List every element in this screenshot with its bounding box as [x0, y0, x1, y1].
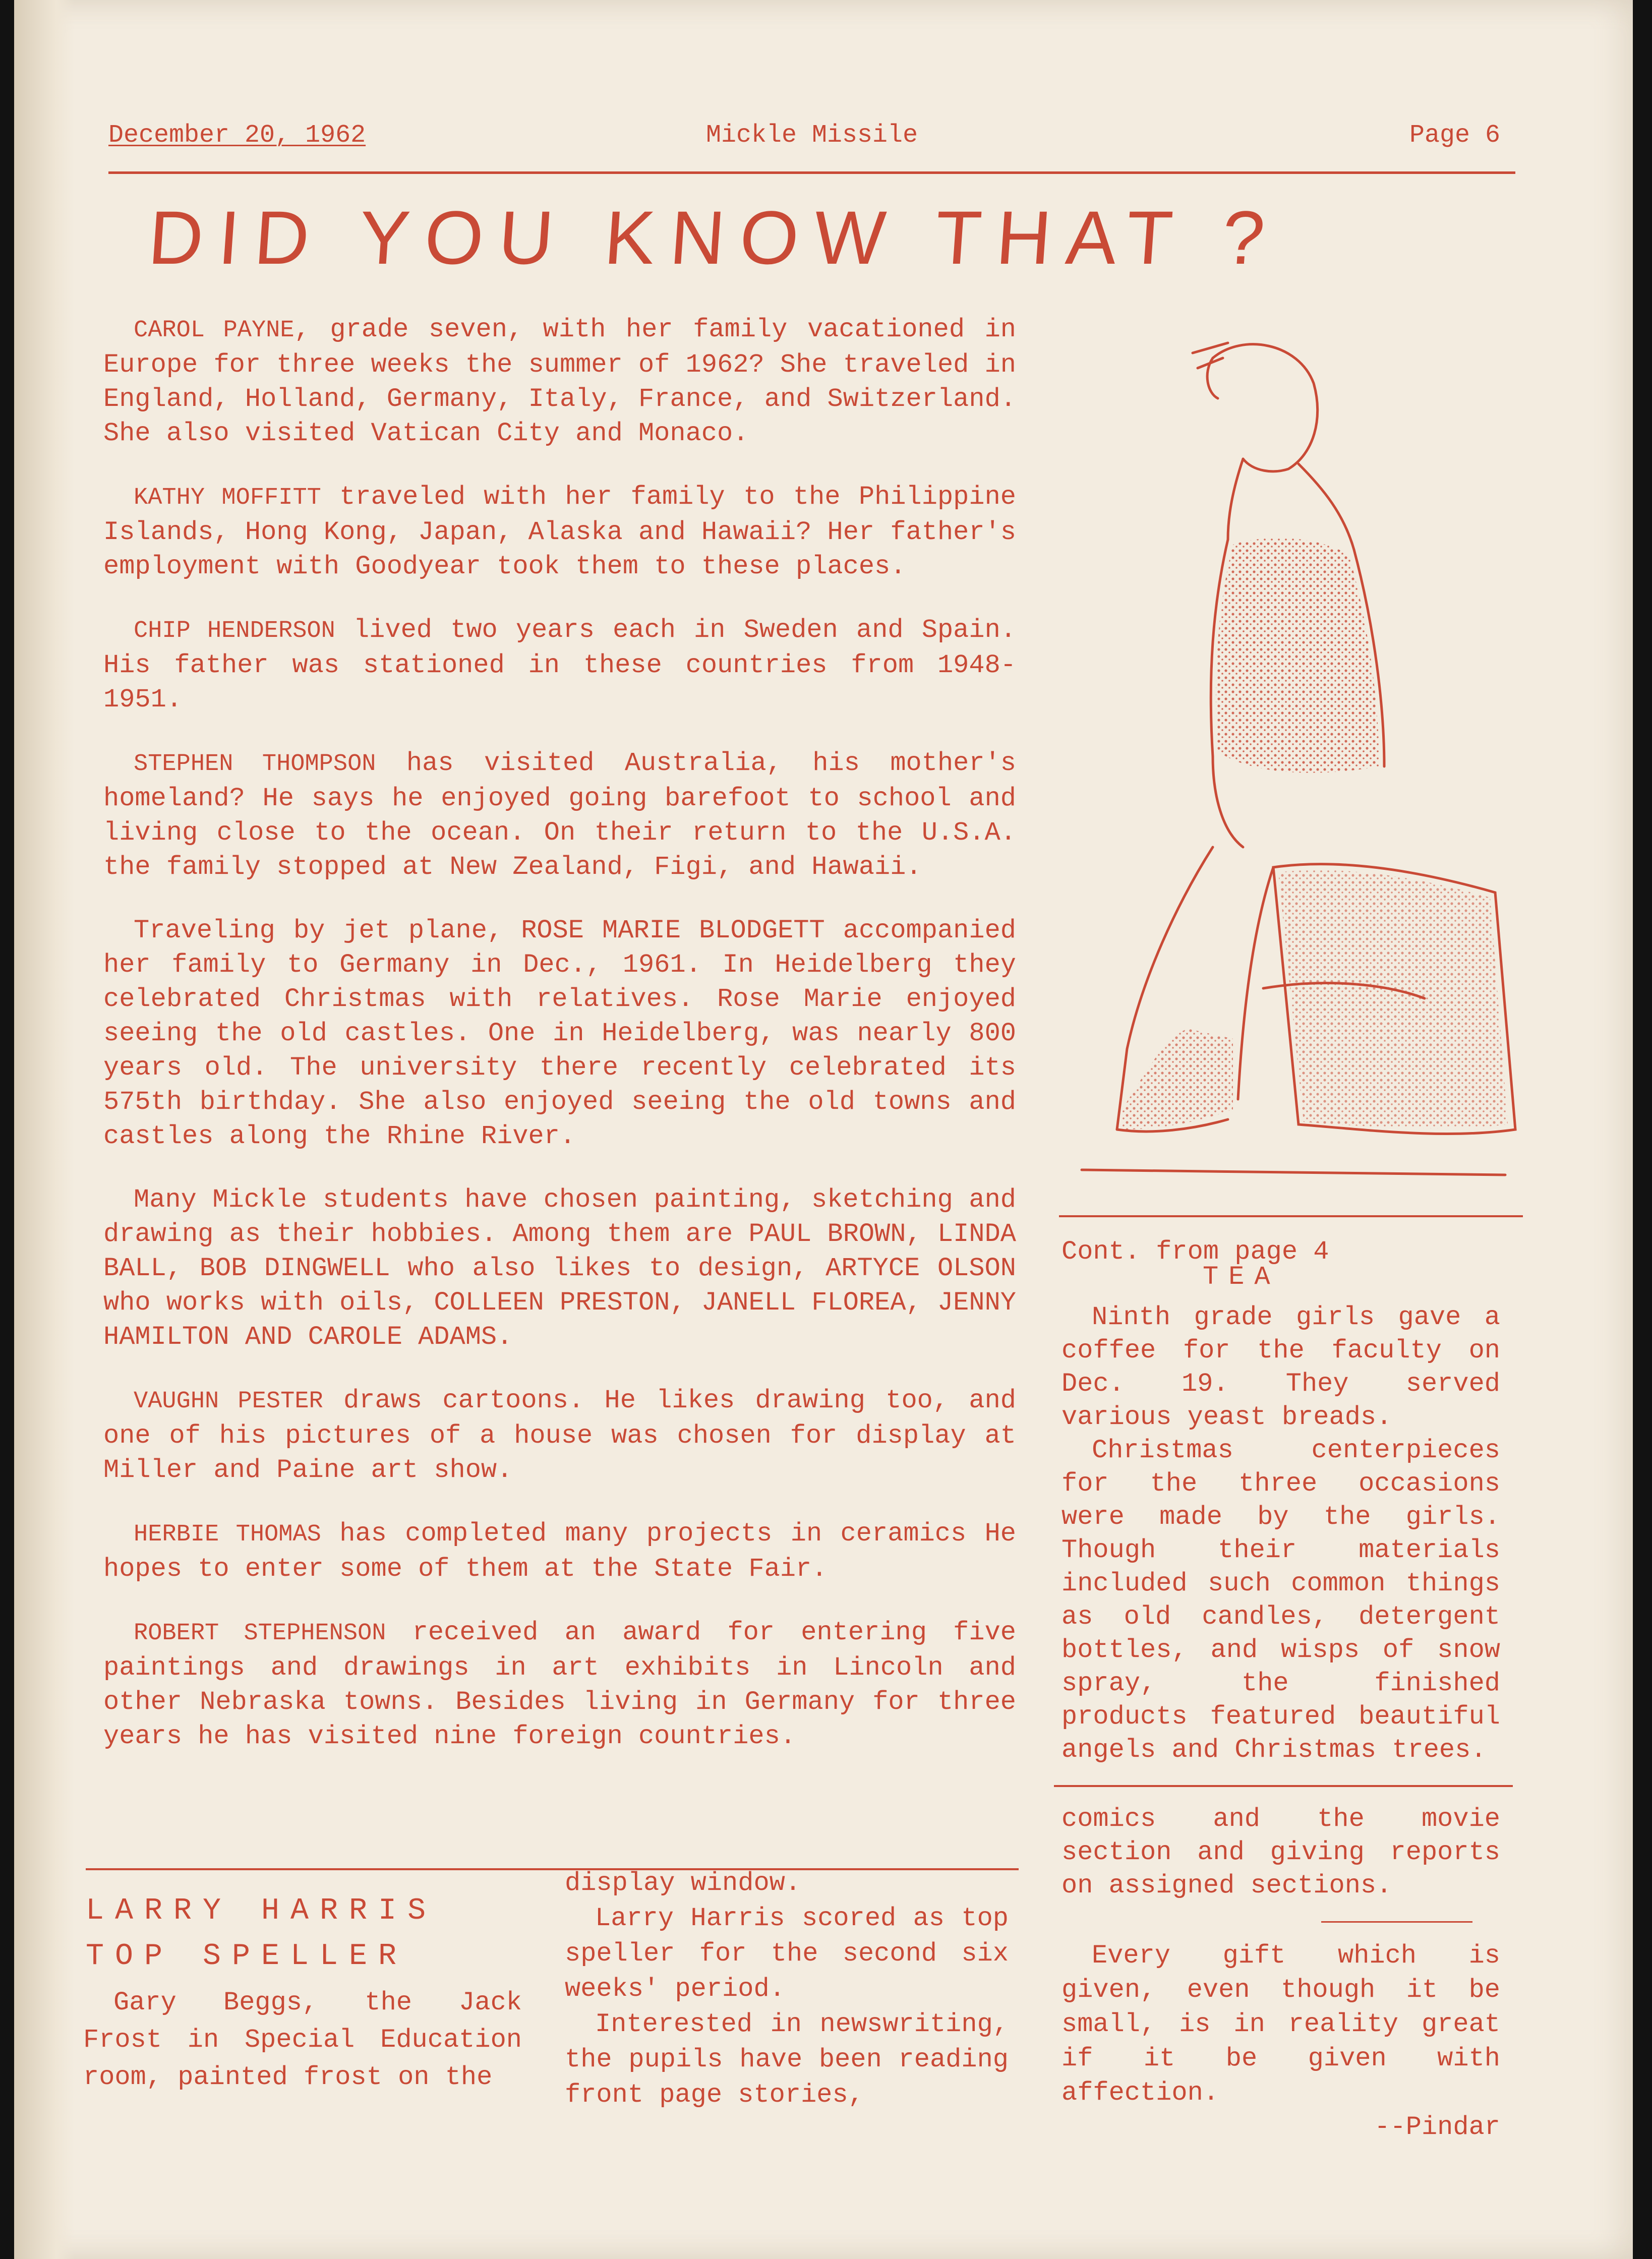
tea-paragraph-1: Ninth grade girls gave a coffee for the faculty on Dec. 19. They served various yeast breads.: [1061, 1302, 1500, 1432]
page-binding-edge: [14, 0, 75, 2259]
speller-heading-line2: TOP SPELLER: [86, 1939, 408, 1974]
paragraph-text: draws cartoons. He likes drawing too, and one of his pictures of a house was chosen for display at Miller and Paine art show.: [103, 1386, 1016, 1485]
page-title: DID YOU KNOW THAT ?: [146, 195, 1283, 280]
student-name: VAUGHN PESTER: [134, 1388, 323, 1415]
pindar-quote: [1061, 1939, 1500, 2145]
student-name: STEPHEN THOMPSON: [134, 751, 376, 778]
comics-continuation: [1061, 1803, 1500, 1903]
comics-paragraph: comics and the movie section and giving reports on assigned sections.: [1061, 1804, 1500, 1900]
newspaper-name: Mickle Missile: [706, 121, 918, 150]
paragraph-text: , grade seven, with her family vacationed in Europe for three weeks the summer of 1962? She traveled in England, Holland, Germany, Italy, France, and Switzerland. She also visited Vatican City and Monaco.: [103, 315, 1016, 448]
jack-frost-paragraph: Gary Beggs, the Jack Frost in Special Education room, painted frost on the: [83, 1988, 522, 2092]
tea-paragraph-2: Christmas centerpieces for the three occasions were made by the girls. Though their materials included such common things as old candles, detergent bottles, and wisps of snow spray, the finished products featured beautiful angels and Christmas trees.: [1061, 1436, 1500, 1765]
paragraph-carol-payne: [103, 313, 1016, 451]
speller-heading-line1: LARRY HARRIS: [86, 1894, 437, 1928]
student-name: ROBERT STEPHENSON: [134, 1620, 386, 1647]
boy-with-suitcase-sketch: [1061, 323, 1525, 1215]
paragraph-text: Many Mickle students have chosen painting, sketching and drawing as their hobbies. Among them are PAUL BROWN, LINDA BALL, BOB DINGWELL who also likes to design, ARTYCE OLSON who works with oils, COLLEEN PRESTON, JANELL FLOREA, JENNY HAMILTON AND CAROLE ADAMS.: [103, 1185, 1016, 1352]
paragraph-text: Traveling by jet plane, ROSE MARIE BLODGETT accompanied her family to Germany in Dec., 1961. In Heidelberg they celebrated Christmas with relatives. Rose Marie enjoyed seeing the old castles. One in Heidelberg, was nearly 800 years old. The university there recently celebrated its 575th birthday. She also enjoyed seeing the old towns and castles along the Rhine River.: [103, 916, 1016, 1151]
paragraph-chip-henderson: [103, 613, 1016, 717]
student-name: CAROL PAYNE: [134, 317, 294, 344]
paragraph-robert-stephenson: [103, 1616, 1016, 1754]
display-window-line: display window.: [565, 1868, 801, 1898]
student-name: CHIP HENDERSON: [134, 618, 335, 644]
continued-note: Cont. from page 4: [1061, 1237, 1329, 1267]
tea-article: [1061, 1301, 1500, 1767]
paragraph-text: has visited Australia, his mother's homeland? He says he enjoyed going barefoot to school and living close to the ocean. On their return to the U.S.A. the family stopped at New Zealand, Figi, and Hawaii.: [103, 748, 1016, 882]
paragraph-stephen-thompson: [103, 746, 1016, 884]
speller-column-1: [83, 1984, 522, 2125]
paragraph-rose-marie-blodgett: [103, 914, 1016, 1154]
paragraph-text: traveled with her family to the Philippine Islands, Hong Kong, Japan, Alaska and Hawaii? Her father's employment with Goodyear took them to these places.: [103, 482, 1016, 581]
page-number: Page 6: [1409, 121, 1501, 150]
sketch-bottom-rule: [1059, 1215, 1523, 1217]
paragraph-art-hobbies: [103, 1183, 1016, 1354]
issue-date: December 20, 1962: [108, 121, 366, 150]
paragraph-kathy-moffitt: [103, 480, 1016, 584]
student-name: KATHY MOFFITT: [134, 485, 321, 511]
main-column: [103, 313, 1016, 1754]
speller-column-2: [565, 1866, 1009, 2113]
newswriting-paragraph: Interested in newswriting, the pupils have been reading front page stories,: [565, 2009, 1009, 2110]
quote-rule: [1321, 1921, 1472, 1923]
paragraph-vaughn-pester: [103, 1384, 1016, 1488]
paragraph-herbie-thomas: [103, 1517, 1016, 1586]
quote-text: Every gift which is given, even though it be small, is in reality great if it be given with affection.: [1061, 1941, 1500, 2108]
tea-heading: TEA: [1203, 1262, 1280, 1292]
quote-author: --Pindar: [1374, 2112, 1500, 2142]
tea-bottom-rule: [1054, 1785, 1513, 1787]
student-name: HERBIE THOMAS: [134, 1521, 321, 1548]
top-speller-paragraph: Larry Harris scored as top speller for the second six weeks' period.: [565, 1904, 1009, 2004]
paragraph-text: received an award for entering five paintings and drawings in art exhibits in Lincoln and other Nebraska towns. Besides living in Germany for three years he has visited nine foreign countries.: [103, 1618, 1016, 1751]
paragraph-text: lived two years each in Sweden and Spain. His father was stationed in these countries from 1948-1951.: [103, 615, 1016, 715]
paragraph-text: has completed many projects in ceramics He hopes to enter some of them at the State Fair.: [103, 1519, 1016, 1584]
header-rule: [108, 171, 1515, 174]
